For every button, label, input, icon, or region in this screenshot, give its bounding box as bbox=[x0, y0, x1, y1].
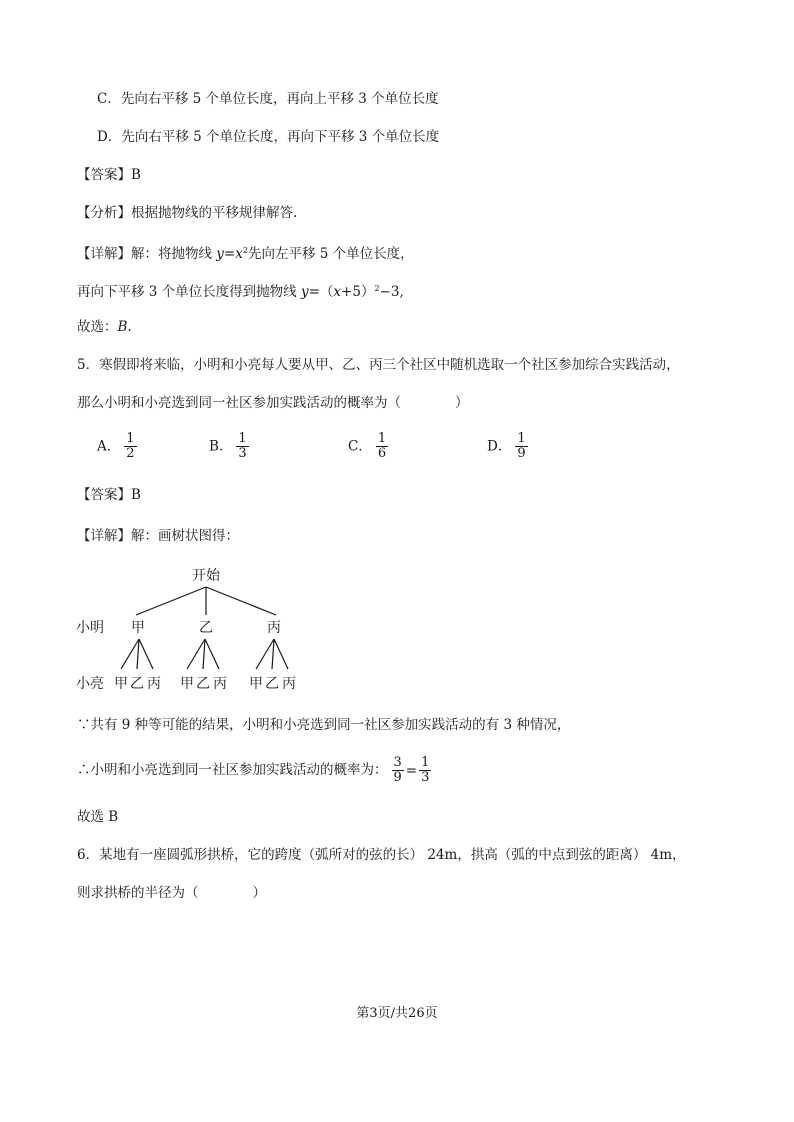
result-fraction-1 bbox=[392, 756, 404, 785]
tree-branches-level1 bbox=[136, 587, 276, 615]
q5-option-a bbox=[97, 432, 137, 461]
tree-branch bbox=[139, 639, 153, 669]
tree-node-level2: 乙 bbox=[265, 676, 279, 692]
tree-node-level2: 丙 bbox=[282, 676, 296, 692]
option-fraction bbox=[515, 432, 527, 461]
fraction-numerator: 3 bbox=[393, 755, 402, 770]
tree-node-level1: 乙 bbox=[199, 620, 213, 636]
tree-node-level2: 丙 bbox=[213, 676, 227, 692]
q4-choose bbox=[77, 318, 132, 336]
q6-stem-line1: 6．某地有一座圆弧形拱桥，它的跨度（弧所对的弦的长） 24m，拱高（弧的中点到弦的距离） 4m， bbox=[77, 847, 686, 863]
q5-stem-line1: 5．寒假即将来临，小明和小亮每人要从甲、乙、丙三个社区中随机选取一个社区参加综合实践活动， bbox=[77, 357, 680, 373]
tree-node-level2: 甲 bbox=[180, 676, 194, 692]
fraction-denominator: 2 bbox=[126, 446, 135, 461]
fraction-denominator: 3 bbox=[238, 446, 247, 461]
tree-branch bbox=[205, 639, 219, 669]
q5-option-d bbox=[487, 432, 528, 461]
q6-stem-line2: 则求拱桥的半径为（ ） bbox=[77, 885, 266, 901]
tree-node-level1: 丙 bbox=[267, 620, 281, 636]
q5-options bbox=[0, 432, 794, 468]
result-fraction-2 bbox=[419, 756, 431, 785]
page-footer: 第3页/共26页 bbox=[356, 1006, 438, 1021]
tree-branch bbox=[187, 639, 205, 669]
tree-branch bbox=[206, 587, 276, 615]
tree-row-label-xiaoliang: 小亮 bbox=[76, 676, 104, 692]
tree-branch bbox=[136, 587, 206, 615]
q4-detail-line1 bbox=[77, 242, 414, 263]
tree-branch bbox=[203, 639, 205, 669]
q4-option-d: D．先向右平移 5 个单位长度，再向下平移 3 个单位长度 bbox=[97, 129, 440, 145]
tree-branch bbox=[274, 639, 288, 669]
tree-node-level2: 甲 bbox=[114, 676, 128, 692]
fraction-numerator: 1 bbox=[377, 431, 387, 446]
option-label: B． bbox=[209, 438, 233, 455]
q4-detail2-exponent: 2 bbox=[374, 284, 380, 293]
q4-detail-prefix: 【详解】解：将抛物线 bbox=[77, 246, 217, 262]
tree-node-level1: 甲 bbox=[131, 620, 145, 636]
q4-detail-line2 bbox=[77, 280, 404, 301]
q5-option-b bbox=[209, 432, 249, 461]
q4-detail2-prefix: 再向下平移 3 个单位长度得到抛物线 bbox=[77, 284, 301, 300]
tree-node-level2: 丙 bbox=[147, 676, 161, 692]
tree-node-level2: 乙 bbox=[130, 676, 144, 692]
q4-detail-formula: y=x bbox=[216, 246, 243, 262]
fraction-denominator: 9 bbox=[393, 770, 402, 785]
q5-because: ∵共有 9 种等可能的结果，小明和小亮选到同一社区参加实践活动的有 3 种情况， bbox=[77, 717, 571, 733]
option-label: A． bbox=[97, 438, 121, 455]
q5-therefore bbox=[77, 752, 431, 788]
fraction-numerator: 1 bbox=[421, 755, 430, 770]
q4-detail-exponent: 2 bbox=[242, 246, 248, 255]
tree-branch bbox=[121, 639, 139, 669]
q5-answer: 【答案】B bbox=[77, 487, 141, 503]
tree-diagram bbox=[0, 560, 794, 695]
q4-detail2-x: x bbox=[333, 284, 342, 300]
q4-detail2-y: y bbox=[300, 284, 309, 300]
q5-choose: 故选 B bbox=[77, 809, 119, 825]
option-fraction bbox=[124, 432, 136, 461]
tree-branch bbox=[256, 639, 274, 669]
tree-branches-level2 bbox=[121, 639, 288, 669]
q4-analysis: 【分析】根据抛物线的平移规律解答. bbox=[77, 205, 298, 221]
q4-answer: 【答案】B bbox=[77, 167, 141, 183]
option-label: C． bbox=[348, 438, 372, 455]
option-fraction bbox=[236, 432, 248, 461]
fraction-numerator: 1 bbox=[238, 431, 247, 446]
fraction-numerator: 1 bbox=[126, 431, 135, 446]
q5-therefore-text: ∴小明和小亮选到同一社区参加实践活动的概率为： bbox=[77, 762, 388, 778]
q4-detail2-tail: −3, bbox=[379, 284, 404, 300]
tree-branch bbox=[272, 639, 274, 669]
fraction-denominator: 6 bbox=[377, 446, 387, 461]
q5-option-c bbox=[348, 432, 388, 461]
q4-choose-value: B. bbox=[117, 319, 132, 335]
q4-detail2-rest: +5） bbox=[341, 284, 375, 300]
q5-stem-line2: 那么小明和小亮选到同一社区参加实践活动的概率为（ ） bbox=[77, 395, 469, 411]
tree-root: 开始 bbox=[192, 568, 220, 584]
tree-node-level2: 乙 bbox=[196, 676, 210, 692]
option-label: D． bbox=[487, 438, 512, 455]
q4-option-c: C．先向右平移 5 个单位长度，再向上平移 3 个单位长度 bbox=[97, 91, 439, 107]
fraction-denominator: 9 bbox=[517, 446, 526, 461]
fraction-numerator: 1 bbox=[517, 431, 526, 446]
tree-branch bbox=[137, 639, 139, 669]
q4-choose-prefix: 故选： bbox=[77, 319, 118, 335]
option-fraction bbox=[376, 432, 388, 461]
q4-detail-suffix: 先向左平移 5 个单位长度， bbox=[247, 246, 414, 262]
tree-row-label-xiaoming: 小明 bbox=[76, 620, 104, 636]
q4-detail2-mid: =（ bbox=[308, 284, 334, 300]
fraction-denominator: 3 bbox=[421, 770, 430, 785]
tree-node-level2: 甲 bbox=[249, 676, 263, 692]
equals-sign: = bbox=[405, 762, 418, 779]
q5-detail: 【详解】解：画树状图得： bbox=[77, 528, 239, 544]
